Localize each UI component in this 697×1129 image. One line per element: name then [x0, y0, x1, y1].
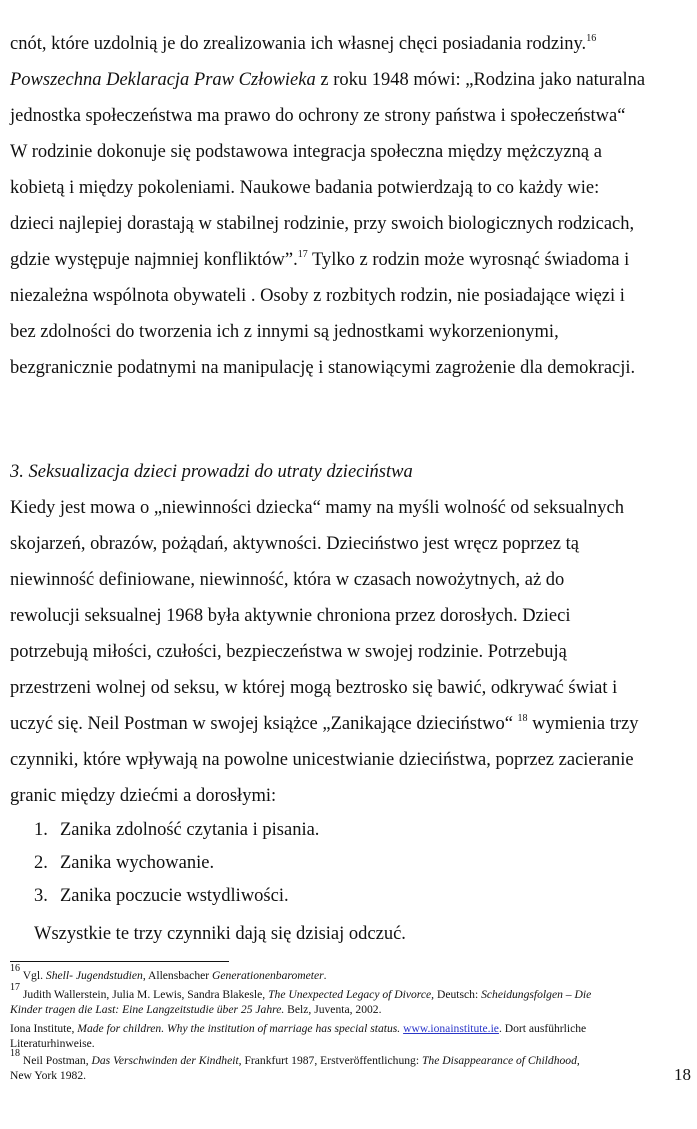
footnote-ref[interactable]: 17 — [297, 249, 308, 260]
body-line: Powszechna Deklaracja Praw Człowieka z roku 1948 mówi: „Rodzina jako naturalna — [10, 70, 646, 90]
iona-institute-link[interactable]: www.ionainstitute.ie — [403, 1022, 499, 1035]
footnote-17-line4: Literaturhinweise. — [10, 1037, 95, 1050]
body-line: bezgranicznie podatnymi na manipulację i stanowiącymi zagrożenie dla demokracji. — [10, 358, 636, 378]
footnote-18: $^{18}$ Neil Postman, Das Verschwinden der Kindheit, Frankfurt 1987, Erstveröffentlichung: The Disappearance of Childhood, — [10, 1048, 580, 1067]
list-item: 1. Zanika zdolność czytania i pisania. — [34, 820, 320, 840]
body-line: gdzie występuje najmniej konfliktów”.$^{17}$ Tylko z rodzin może wyrosnąć świadoma i — [10, 249, 630, 270]
closing-sentence: Wszystkie te trzy czynniki dają się dzisiaj odczuć. — [34, 924, 406, 944]
footnote-separator — [10, 961, 229, 962]
section-heading: 3. Seksualizacja dzieci prowadzi do utraty dzieciństwa — [10, 462, 413, 482]
body-line: jednostka społeczeństwa ma prawo do ochrony ze strony państwa i społeczeństwa“ — [10, 106, 626, 126]
body-line: Kiedy jest mowa o „niewinności dziecka“ mamy na myśli wolność od seksualnych — [10, 498, 624, 518]
body-line: skojarzeń, obrazów, pożądań, aktywności. Dzieciństwo jest wręcz poprzez tą — [10, 534, 579, 554]
list-number: 3. — [34, 886, 48, 906]
body-line: dzieci najlepiej dorastają w stabilnej rodzinie, przy swoich biologicznych rodzicach, — [10, 214, 635, 234]
body-line: potrzebują miłości, czułości, bezpieczeństwa w swojej rodzinie. Potrzebują — [10, 642, 567, 662]
list-item: 2. Zanika wychowanie. — [34, 853, 215, 873]
footnote-18-line2: New York 1982. — [10, 1069, 87, 1082]
body-line: bez zdolności do tworzenia ich z innymi są jednostkami wykorzenionymi, — [10, 322, 559, 342]
body-line: przestrzeni wolnej od seksu, w której mogą beztrosko się bawić, odkrywać świat i — [10, 678, 618, 698]
list-number: 2. — [34, 853, 48, 873]
footnote-16: $^{16}$ Vgl. Shell- Jugendstudien, Allensbacher Generationenbarometer. — [10, 963, 327, 982]
body-line: granic między dziećmi a dorosłymi: — [10, 786, 277, 806]
body-line: niewinność definiowane, niewinność, która w czasach nowożytnych, aż do — [10, 570, 565, 590]
body-line: W rodzinie dokonuje się podstawowa integracja społeczna między mężczyzną a — [10, 142, 602, 162]
page-number: 18 — [674, 1065, 691, 1084]
footnote-ref[interactable]: 16 — [586, 33, 597, 44]
footnote-17: $^{17}$ Judith Wallerstein, Julia M. Lewis, Sandra Blakesle, The Unexpected Legacy of Divorce, Deutsch: Scheidungsfolgen – Die — [10, 982, 592, 1001]
list-number: 1. — [34, 820, 48, 840]
body-line: niezależna wspólnota obywateli . Osoby z rozbitych rodzin, nie posiadające więzi i — [10, 286, 625, 306]
body-line: rewolucji seksualnej 1968 była aktywnie chroniona przez dorosłych. Dzieci — [10, 606, 571, 626]
list-item: 3. Zanika poczucie wstydliwości. — [34, 886, 289, 906]
body-line: cnót, które uzdolnią je do zrealizowania ich własnej chęci posiadania rodziny.$^{16}$ — [10, 33, 597, 54]
body-line: czynniki, które wpływają na powolne unicestwianie dzieciństwa, poprzez zacieranie — [10, 750, 634, 770]
footnote-17-line2: Kinder tragen die Last: Eine Langzeitstudie über 25 Jahre. Belz, Juventa, 2002. — [10, 1003, 382, 1016]
footnote-ref[interactable]: 18 — [517, 713, 528, 724]
body-line: uczyć się. Neil Postman w swojej książce „Zanikające dzieciństwo“ $^{18}$ wymienia trzy — [10, 713, 639, 734]
footnote-17-line3: Iona Institute, Made for children. Why the institution of marriage has special status. www.ionainstitute.ie. Dort ausführliche — [10, 1022, 587, 1035]
body-line: kobietą i między pokoleniami. Naukowe badania potwierdzają to co każdy wie: — [10, 178, 600, 198]
document-title-reference: Powszechna Deklaracja Praw Człowieka — [10, 70, 316, 90]
